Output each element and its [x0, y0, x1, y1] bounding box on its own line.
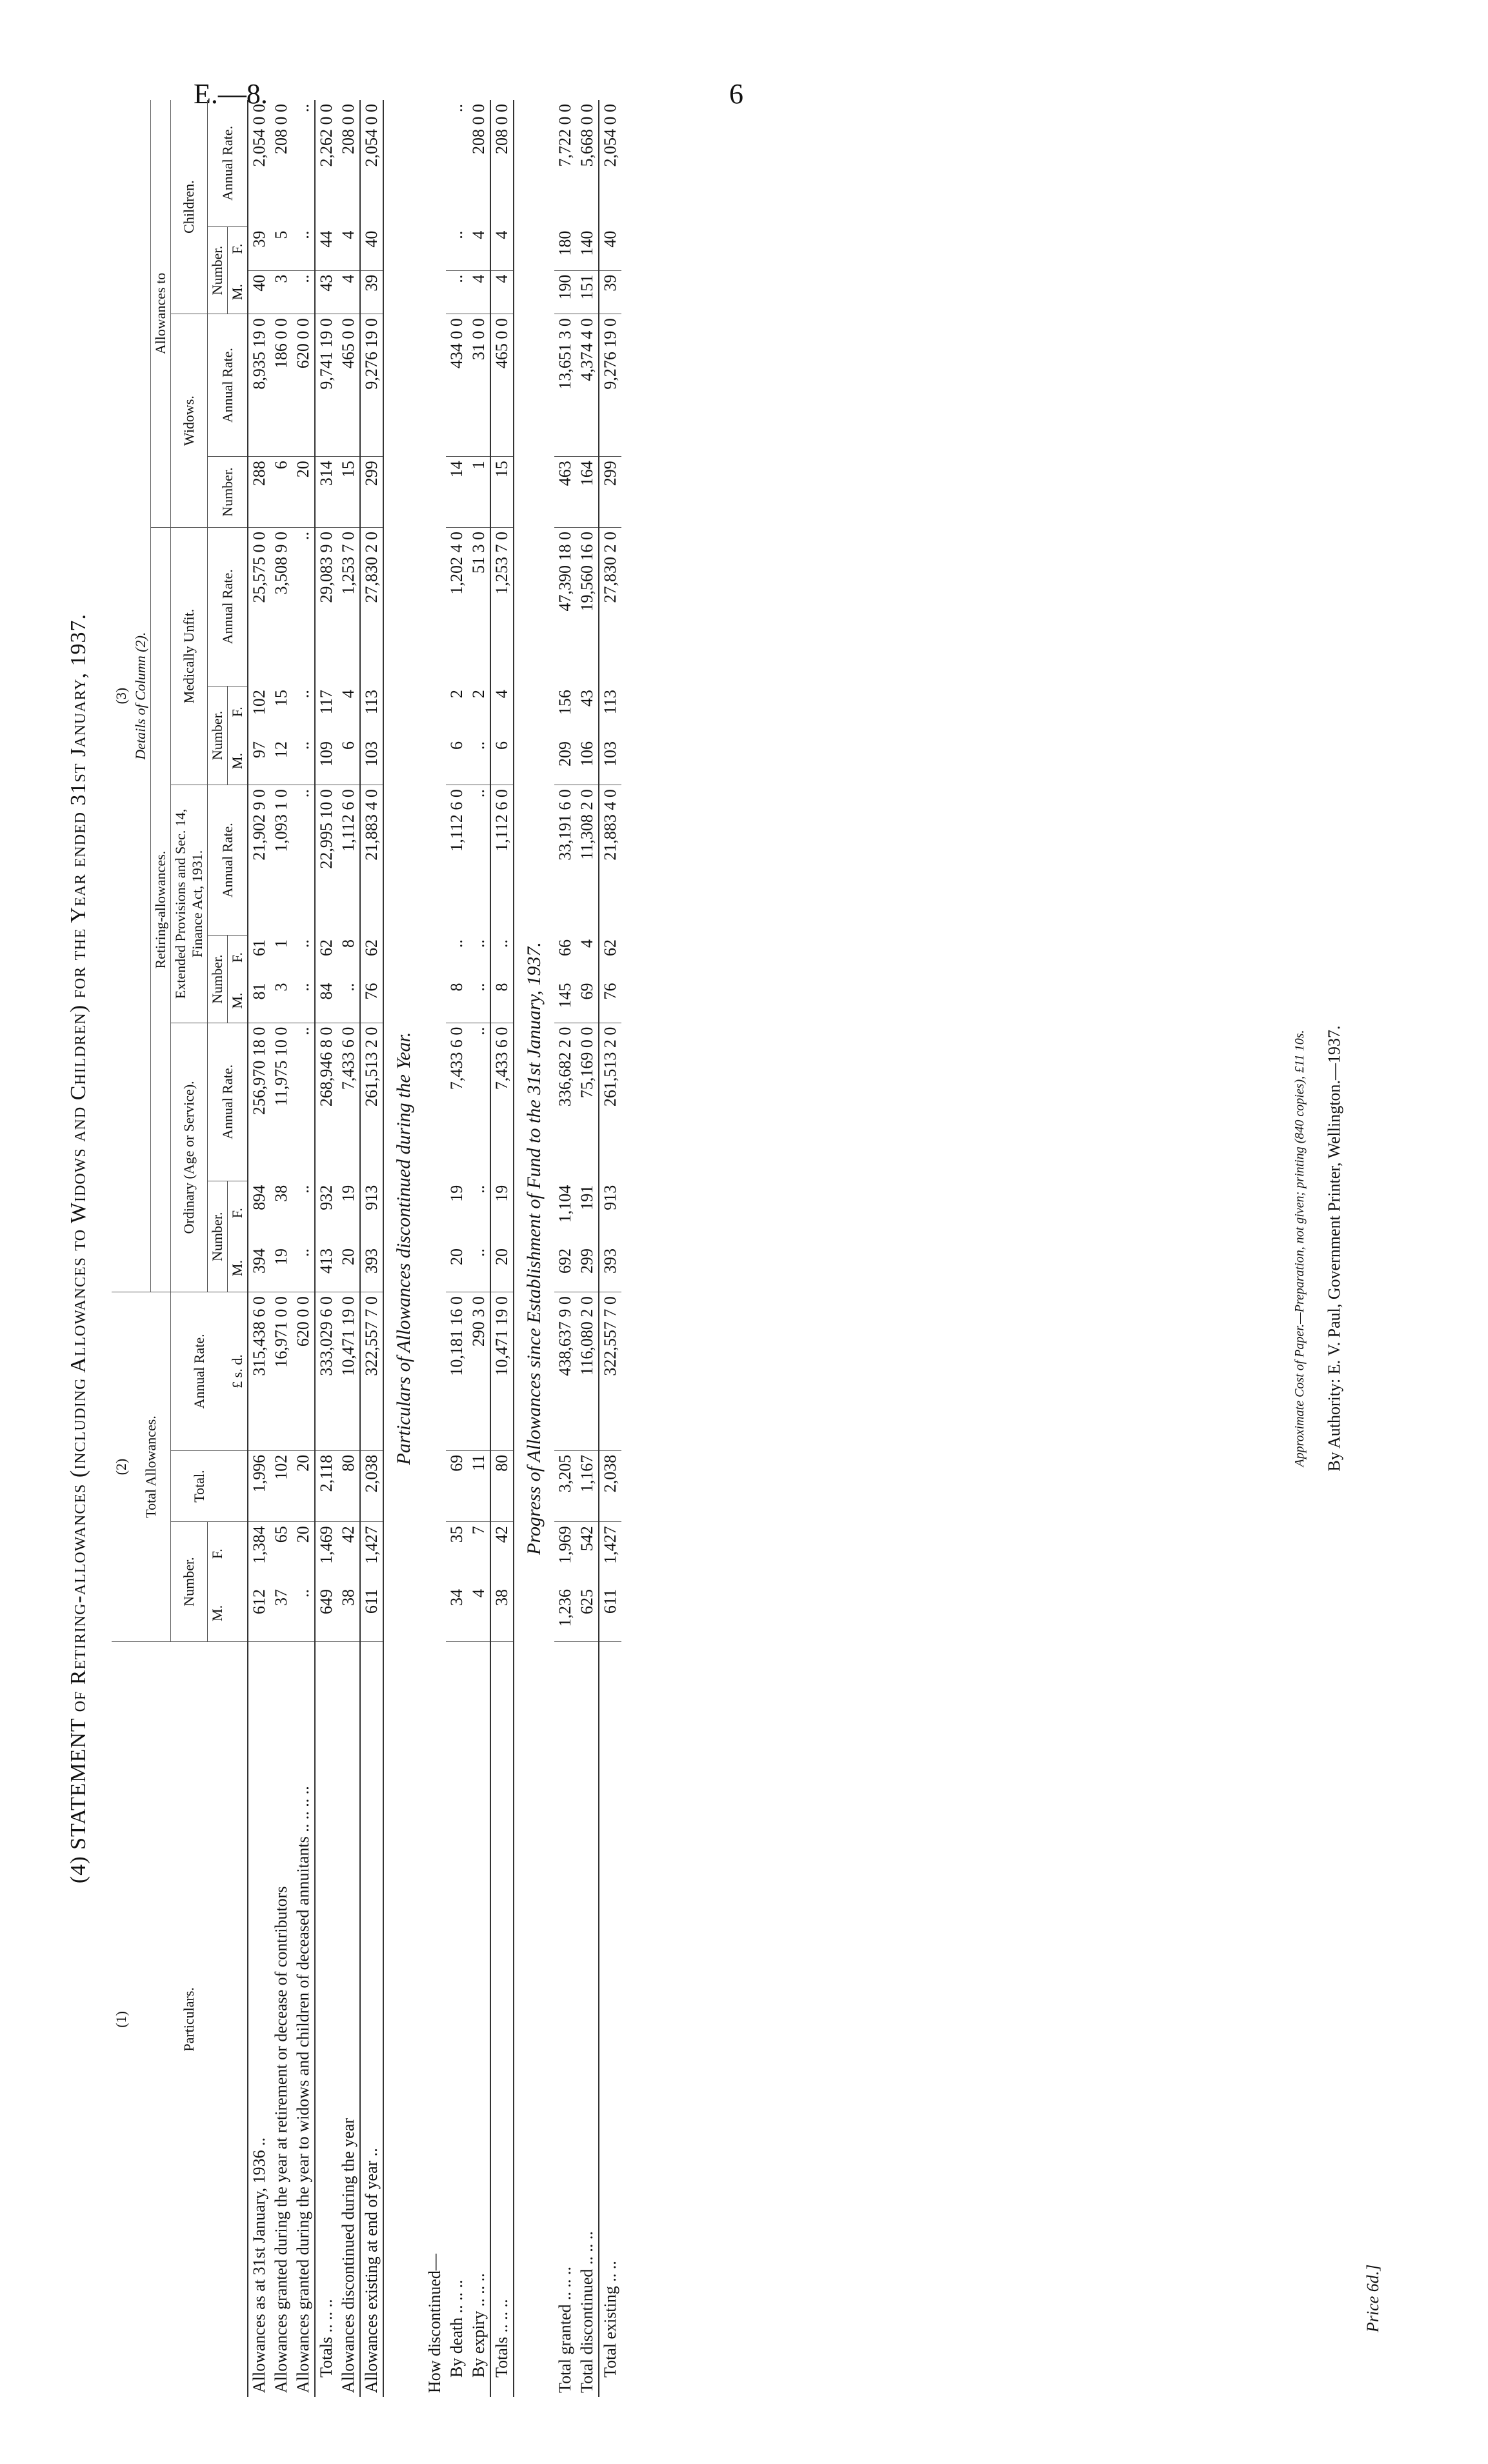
table-row [446, 100, 468, 2397]
h-total-f: F. [209, 1548, 226, 1559]
table-cell: 14 [446, 457, 468, 528]
table-cell: 22,995 10 0 [315, 785, 337, 936]
progress-rows [554, 100, 621, 2397]
table-row [315, 100, 337, 2397]
details-header: Details of Column (2). [131, 100, 151, 1292]
extended-header: Extended Provisions and Sec. 14, Finance Act, 1931. [171, 785, 208, 1023]
table-cell: .. [469, 741, 488, 750]
table-cell: 106 [578, 741, 596, 766]
table-cell: 81 [250, 983, 268, 1000]
table-cell: 25,575 0 0 [248, 528, 270, 686]
discontinued-heading: How discontinued— [425, 2254, 444, 2393]
table-cell: 7,722 0 0 [556, 104, 574, 167]
table-cell: 8,935 19 0 [248, 314, 270, 457]
h-chi-f: F. [228, 227, 248, 271]
allowances-to-header: Allowances to [151, 100, 171, 528]
table-cell: 261,513 2 0 [599, 1023, 621, 1181]
table-cell: .. [294, 230, 312, 239]
medically-header: Medically Unfit. [171, 528, 208, 785]
table-cell: 66 [556, 939, 574, 956]
table-cell: 649 [315, 1585, 337, 1641]
table-row [292, 100, 315, 2397]
table-cell: 4 [468, 270, 490, 314]
table-cell: 1,112 6 0 [490, 785, 514, 936]
table-cell: 37 [272, 1589, 290, 1607]
h-wid-rate: Annual Rate. [208, 314, 248, 457]
table-cell: 290 3 0 [468, 1292, 490, 1451]
table-cell: 1,202 4 0 [446, 528, 468, 686]
table-cell: 117 [315, 686, 337, 737]
table-cell: 465 0 0 [337, 314, 360, 457]
table-cell: 299 [599, 457, 621, 528]
table-cell: 894 [250, 1185, 268, 1210]
table-cell: 10,471 19 0 [337, 1292, 360, 1451]
row-label: Total discontinued .. .. .. [576, 1641, 599, 2397]
table-cell: 13,651 3 0 [554, 314, 576, 457]
table-row [337, 100, 360, 2397]
table-cell: 1,093 1 0 [270, 785, 292, 936]
table-cell: 39 [360, 270, 383, 314]
table-cell: 1,427 [360, 1522, 383, 1585]
table-cell: .. [294, 104, 312, 112]
table-cell: 62 [315, 936, 337, 979]
table-cell: 113 [599, 686, 621, 737]
table-cell: 4 [339, 690, 357, 699]
table-cell: 76 [360, 979, 383, 1023]
table-cell: .. [294, 983, 312, 992]
table-cell: 20 [447, 1248, 466, 1265]
table-cell: 3,508 9 0 [270, 528, 292, 686]
title-rest: of Retiring-allowances (including Allowances to Widows and Children) for the Year ended 31st January, 1937. [66, 613, 90, 1712]
table-cell: 1,167 [576, 1450, 599, 1522]
row-label: Totals .. .. .. [315, 1641, 337, 2397]
table-cell: .. [292, 1023, 315, 1181]
table-cell: 4 [339, 230, 357, 239]
table-cell: .. [469, 1185, 488, 1194]
table-cell: 103 [360, 737, 383, 785]
table-cell: 3 [270, 270, 292, 314]
table-cell: 20 [294, 1526, 312, 1543]
table-cell: .. [446, 270, 468, 314]
table-row [468, 100, 490, 2397]
row-label: Allowances existing at end of year .. [360, 1641, 383, 2397]
table-cell: 20 [339, 1248, 357, 1265]
table-cell: 1,969 [556, 1526, 574, 1564]
table-cell: 15 [490, 457, 514, 528]
table-cell: 19 [272, 1248, 290, 1265]
table-cell: 9,741 19 0 [315, 314, 337, 457]
row-label: By expiry .. .. .. [468, 1641, 490, 2397]
total-allowances-header: Total Allowances. [131, 1292, 171, 1642]
h-ord-m: M. [228, 1245, 248, 1292]
table-cell: 20 [490, 1245, 514, 1292]
table-cell: .. [294, 1248, 312, 1257]
table-cell: 393 [360, 1245, 383, 1292]
table-cell: 208 0 0 [339, 104, 357, 154]
table-cell: 47,390 18 0 [554, 528, 576, 686]
table-cell: 2,118 [315, 1450, 337, 1522]
table-cell: 44 [315, 227, 337, 271]
retiring-header: Retiring-allowances. [151, 528, 171, 1292]
table-cell: 19 [447, 1185, 466, 1202]
table-cell: .. [447, 104, 466, 112]
table-cell: .. [447, 230, 466, 239]
table-cell: 102 [250, 690, 268, 716]
table-cell: 620 0 0 [292, 314, 315, 457]
table-cell: 21,902 9 0 [248, 785, 270, 936]
h-wid-number: Number. [208, 457, 248, 528]
table-cell: 40 [248, 270, 270, 314]
table-cell: 186 0 0 [270, 314, 292, 457]
table-row [490, 100, 514, 2397]
table-cell: 692 [556, 1248, 574, 1274]
table-cell: 7 [469, 1526, 488, 1535]
table-cell: 33,191 6 0 [554, 785, 576, 936]
table-cell: 5,668 0 0 [578, 104, 596, 167]
h-ord-f: F. [228, 1181, 248, 1245]
table-row [576, 100, 599, 2397]
ordinary-header: Ordinary (Age or Service). [171, 1023, 208, 1292]
table-cell: 16,971 0 0 [270, 1292, 292, 1451]
table-cell: 7,433 6 0 [446, 1023, 468, 1181]
table-cell: 20 [292, 1450, 315, 1522]
table-cell: 156 [556, 690, 574, 716]
table-cell: 611 [599, 1585, 621, 1641]
table-cell: 6 [339, 741, 357, 750]
table-cell: .. [292, 270, 315, 314]
h-med-rate: Annual Rate. [208, 528, 248, 686]
col-3-number: (3) [113, 687, 129, 705]
table-cell: 208 0 0 [469, 104, 488, 154]
title-prefix: (4) STATEMENT [66, 1718, 90, 1884]
table-cell: 6 [447, 741, 466, 750]
h-ext-number: Number. [208, 936, 228, 1023]
table-cell: .. [469, 939, 488, 948]
table-cell: 932 [315, 1181, 337, 1245]
row-label: Totals .. .. .. [490, 1641, 514, 2397]
table-cell: 542 [578, 1526, 596, 1552]
col-1-number: (1) [112, 1641, 131, 2397]
table-cell: 109 [315, 737, 337, 785]
table-cell: .. [294, 1185, 312, 1194]
table-cell: 299 [360, 457, 383, 528]
table-cell: 3,205 [554, 1450, 576, 1522]
table-cell: 76 [599, 979, 621, 1023]
table-cell: 8 [447, 983, 466, 992]
table-cell: 40 [599, 227, 621, 271]
authority-line: By Authority: E. V. Paul, Government Printer, Wellington.—1937. [1325, 1025, 1343, 1472]
h-ext-f: F. [228, 936, 248, 979]
table-cell: 61 [250, 939, 268, 956]
children-header: Children. [171, 100, 208, 314]
row-label: Allowances granted during the year at retirement or decease of contributors [270, 1641, 292, 2397]
col-2-number: (2) [112, 1292, 131, 1642]
table-cell: 10,471 19 0 [490, 1292, 514, 1451]
table-row [599, 100, 621, 2397]
h-ext-m: M. [228, 979, 248, 1023]
table-cell: 9,276 19 0 [360, 314, 383, 457]
table-cell: 208 0 0 [272, 104, 290, 154]
table-cell: 11,308 2 0 [576, 785, 599, 936]
table-cell: .. [294, 690, 312, 699]
table-cell: 9,276 19 0 [599, 314, 621, 457]
table-cell: 75,169 0 0 [576, 1023, 599, 1181]
statement-table [112, 100, 621, 2397]
table-cell: 315,438 6 0 [248, 1292, 270, 1451]
row-label: Total existing .. .. [599, 1641, 621, 2397]
table-cell: 4 [490, 686, 514, 737]
table-cell: 145 [556, 983, 574, 1008]
table-cell: 97 [250, 741, 268, 758]
table-cell: .. [294, 939, 312, 948]
table-cell: 39 [599, 270, 621, 314]
cost-note: Approximate Cost of Paper.—Preparation, not given; printing (840 copies), £11 10s. [1292, 1030, 1307, 1467]
table-cell: 180 [556, 230, 574, 256]
particulars-header: Particulars. [131, 1641, 248, 2397]
widows-header: Widows. [171, 314, 208, 528]
table-cell: 8 [490, 979, 514, 1023]
table-cell: 625 [578, 1589, 596, 1615]
table-cell: .. [294, 741, 312, 750]
table-cell: 191 [578, 1185, 596, 1210]
table-cell: 413 [315, 1245, 337, 1292]
table-cell: 2,054 0 0 [360, 100, 383, 227]
table-row [554, 100, 576, 2397]
table-row [270, 100, 292, 2397]
h-ext-rate: Annual Rate. [208, 785, 248, 936]
table-cell: 15 [272, 690, 290, 707]
table-cell: 5 [272, 230, 290, 239]
progress-title: Progress of Allowances since Establishment of Fund to the 31st January, 1937. [514, 100, 554, 2397]
table-cell: 2,054 0 0 [250, 104, 268, 167]
row-label: By death .. .. .. [446, 1641, 468, 2397]
h-chi-rate: Annual Rate. [208, 100, 248, 227]
price: Price 6d.] [1363, 2264, 1382, 2332]
table-cell: 1,236 [556, 1589, 574, 1627]
table-cell: 2,038 [360, 1450, 383, 1522]
table-cell: 393 [599, 1245, 621, 1292]
table-cell: 1,427 [599, 1522, 621, 1585]
page-ref: E.—8. [194, 78, 268, 110]
h-med-number: Number. [208, 686, 228, 785]
table-cell: 1,104 [556, 1185, 574, 1223]
row-label: Allowances as at 31st January, 1936 .. [248, 1641, 270, 2397]
table-cell: 42 [339, 1526, 357, 1543]
table-cell: 103 [599, 737, 621, 785]
table-cell: 333,029 6 0 [315, 1292, 337, 1451]
table-cell: 19,560 16 0 [576, 528, 599, 686]
table-cell: 42 [490, 1522, 514, 1585]
h-ord-rate: Annual Rate. [208, 1023, 248, 1181]
table-cell: 611 [360, 1585, 383, 1641]
table-cell: 80 [337, 1450, 360, 1522]
table-cell: 65 [272, 1526, 290, 1543]
table-cell: 113 [360, 686, 383, 737]
total-rate-header: Annual Rate. [171, 1292, 228, 1451]
table-cell: 1,384 [250, 1526, 268, 1564]
total-total-header: Total. [171, 1450, 228, 1522]
table-cell: 12 [272, 741, 290, 758]
table-cell: 209 [556, 741, 574, 766]
table-cell: 19 [339, 1185, 357, 1202]
table-cell: 336,682 2 0 [554, 1023, 576, 1181]
table-cell: 438,637 9 0 [554, 1292, 576, 1451]
table-cell: .. [292, 785, 315, 936]
row-label: Allowances discontinued during the year [337, 1641, 360, 2397]
table-cell: 620 0 0 [292, 1292, 315, 1451]
table-cell: 69 [446, 1450, 468, 1522]
table-cell: 29,083 9 0 [315, 528, 337, 686]
table-cell: 164 [576, 457, 599, 528]
table-cell: 38 [339, 1589, 357, 1607]
table-cell: 2,038 [599, 1450, 621, 1522]
h-chi-m: M. [228, 270, 248, 314]
table-cell: 21,883 4 0 [599, 785, 621, 936]
table-cell: 314 [315, 457, 337, 528]
table-cell: 208 0 0 [490, 100, 514, 227]
statement-title [66, 100, 91, 2397]
table-cell: 4 [490, 227, 514, 271]
row-label: Allowances granted during the year to widows and children of deceased annuitants .. .. .. .. [292, 1641, 315, 2397]
table-cell: 2 [447, 690, 466, 699]
table-cell: 1,469 [315, 1522, 337, 1585]
table-cell: 1 [272, 939, 290, 948]
page-number: 6 [729, 78, 743, 110]
main-rows [248, 100, 383, 2397]
table-cell: .. [292, 528, 315, 686]
table-cell: 7,433 6 0 [337, 1023, 360, 1181]
table-cell: 3 [272, 983, 290, 992]
table-cell: 465 0 0 [490, 314, 514, 457]
table-cell: 1 [468, 457, 490, 528]
table-cell: 256,970 18 0 [248, 1023, 270, 1181]
h-chi-number: Number. [208, 227, 228, 314]
table-cell: .. [468, 785, 490, 936]
table-cell: 62 [599, 936, 621, 979]
table-cell: .. [490, 936, 514, 979]
table-cell: 140 [578, 230, 596, 256]
table-cell: 1,253 7 0 [337, 528, 360, 686]
table-cell: 35 [447, 1526, 466, 1543]
table-cell: 4 [490, 270, 514, 314]
table-cell: 51 3 0 [468, 528, 490, 686]
table-cell: 34 [447, 1589, 466, 1607]
table-cell: 434 0 0 [446, 314, 468, 457]
table-cell: 394 [250, 1248, 268, 1274]
table-cell: 40 [360, 227, 383, 271]
table-cell: 27,830 2 0 [360, 528, 383, 686]
table-cell: .. [469, 983, 488, 992]
table-cell: 80 [490, 1450, 514, 1522]
table-cell: 288 [248, 457, 270, 528]
table-cell: .. [468, 1023, 490, 1181]
table-cell: 261,513 2 0 [360, 1023, 383, 1181]
table-cell: 463 [554, 457, 576, 528]
table-cell: .. [294, 1589, 312, 1598]
table-cell: 43 [578, 690, 596, 707]
table-cell: 299 [578, 1248, 596, 1274]
table-row [248, 100, 270, 2397]
table-cell: 4 [469, 1589, 488, 1598]
table-cell: 21,883 4 0 [360, 785, 383, 936]
table-cell: 913 [599, 1181, 621, 1245]
table-cell: 38 [490, 1585, 514, 1641]
table-cell: 2,054 0 0 [599, 100, 621, 227]
table-cell: 8 [339, 939, 357, 948]
table-cell: 1,112 6 0 [446, 785, 468, 936]
table-cell: 31 0 0 [468, 314, 490, 457]
table-cell: 11,975 10 0 [270, 1023, 292, 1181]
table-cell: 116,080 2 0 [576, 1292, 599, 1451]
discontinued-rows [446, 100, 514, 2397]
table-cell: 69 [578, 983, 596, 1000]
table-cell: 2 [469, 690, 488, 699]
table-cell: 1,996 [248, 1450, 270, 1522]
table-cell: 62 [360, 936, 383, 979]
table-cell: .. [447, 939, 466, 948]
table-cell: 6 [490, 737, 514, 785]
table-cell: 2,262 0 0 [315, 100, 337, 227]
total-number-header: Number. [171, 1522, 208, 1641]
table-cell: 4 [578, 939, 596, 948]
table-cell: 39 [250, 230, 268, 248]
h-med-m: M. [228, 737, 248, 785]
table-cell: 10,181 16 0 [446, 1292, 468, 1451]
table-cell: 43 [315, 270, 337, 314]
table-cell: 84 [315, 979, 337, 1023]
table-row [360, 100, 383, 2397]
table-cell: 322,557 7 0 [599, 1292, 621, 1451]
table-cell: 1,253 7 0 [490, 528, 514, 686]
table-cell: 11 [468, 1450, 490, 1522]
table-cell: 6 [270, 457, 292, 528]
table-cell: 7,433 6 0 [490, 1023, 514, 1181]
table-cell: 322,557 7 0 [360, 1292, 383, 1451]
table-cell: 38 [272, 1185, 290, 1202]
discontinued-title: Particulars of Allowances discontinued during the Year. [383, 100, 424, 2397]
table-cell: 612 [250, 1589, 268, 1615]
table-cell: 151 [576, 270, 599, 314]
table-cell: 190 [554, 270, 576, 314]
table-cell: 102 [270, 1450, 292, 1522]
table-cell: .. [339, 983, 357, 992]
table-cell: .. [469, 1248, 488, 1257]
table-cell: 913 [360, 1181, 383, 1245]
h-money-total: £ s. d. [228, 1292, 248, 1451]
row-label: Total granted .. .. .. [554, 1641, 576, 2397]
table-cell: 20 [292, 457, 315, 528]
table-cell: 15 [337, 457, 360, 528]
h-med-f: F. [228, 686, 248, 737]
rotated-statement [66, 100, 1422, 2397]
table-cell: 4 [337, 270, 360, 314]
h-total-m: M. [209, 1605, 226, 1621]
table-cell: 19 [490, 1181, 514, 1245]
table-cell: 27,830 2 0 [599, 528, 621, 686]
table-cell: 4 [469, 230, 488, 239]
table-cell: 1,112 6 0 [337, 785, 360, 936]
table-cell: 4,374 4 0 [576, 314, 599, 457]
table-cell: 268,946 8 0 [315, 1023, 337, 1181]
h-ord-number: Number. [208, 1181, 228, 1292]
